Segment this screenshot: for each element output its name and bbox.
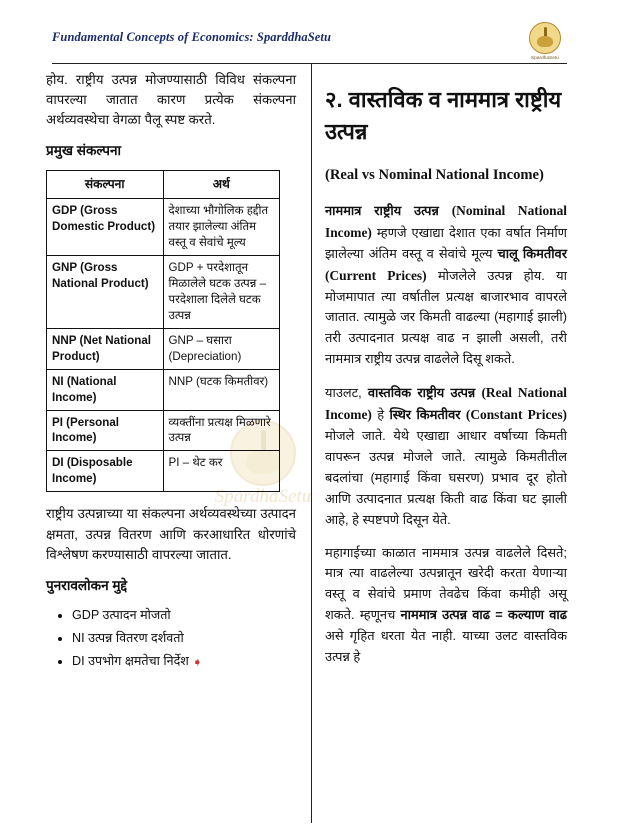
section-heading-review: पुनरावलोकन मुद्दे: [46, 577, 128, 593]
text-run: असे गृहित धरता येत नाही. याच्या उलट वास्तविक उत्पन्न हे: [325, 628, 567, 665]
body-paragraph-2: [325, 382, 567, 530]
list-item: • NI उत्पन्न वितरण दर्शवतो: [72, 627, 296, 649]
text-run: नाममात्र उत्पन्न वाढ = कल्याण वाढ: [400, 607, 568, 623]
text-run: महागाईच्या काळात नाममात्र उत्पन्न वाढलेले दिसते; मात्र त्या वाढलेल्या उत्पन्नातून खरेदी करता येणाऱ्या वस्तू व सेवांचे प्रमाण तेवढेच किंवा कमीही असू शकते. म्हणूनच: [325, 544, 567, 623]
watermark-text: SpardhaSetu: [214, 486, 312, 507]
table-cell-term: GNP (Gross National Product): [47, 255, 164, 328]
logo: [523, 22, 567, 64]
table-cell-term: PI (Personal Income): [47, 410, 164, 451]
review-points-list: [46, 604, 296, 672]
pointer-icon: ➧: [192, 655, 203, 670]
concepts-table: [46, 170, 280, 493]
text-run: (Nominal National Income): [325, 202, 568, 240]
text-run: (Current Prices): [325, 267, 427, 283]
table-header-concept: संकल्पना: [47, 170, 164, 198]
table-cell-meaning: देशाच्या भौगोलिक हद्दीत तयार झालेल्या अंतिम वस्तू व सेवांचे मूल्य: [163, 198, 280, 255]
table-cell-meaning: व्यक्तींना प्रत्यक्ष मिळणारे उत्पन्न: [163, 410, 280, 451]
list-item: • GDP उत्पादन मोजतो: [72, 604, 296, 626]
table-header-meaning: अर्थ: [163, 170, 280, 198]
table-row: [47, 255, 280, 328]
body-paragraph-3: [325, 543, 567, 668]
table-row: [47, 410, 280, 451]
left-column: [46, 70, 296, 673]
text-run: याउलट,: [325, 385, 368, 401]
text-run: वास्तविक राष्ट्रीय उत्पन्न: [367, 385, 482, 401]
text-run: हे: [371, 407, 390, 423]
list-item-label: DI उपभोग क्षमतेचा निर्देश: [72, 654, 189, 669]
text-run: (Real National Income): [325, 385, 567, 423]
text-run: मोजलेले उत्पन्न होय. या मोजमापात त्या वर्षातील प्रत्यक्ष बाजारभाव वापरले जातात. त्यामुळे जर किमती वाढल्या (महागाई झाली) तरी उत्पादनात प्रत्यक्ष वाढ न झाली असली, तरी नाममात्र राष्ट्रीय उत्पन्न वाढलेले दिसू शकते.: [325, 267, 567, 367]
right-column: [325, 70, 567, 680]
table-row: [47, 328, 280, 369]
body-paragraph-1: [325, 200, 567, 370]
table-cell-term: DI (Disposable Income): [47, 451, 164, 492]
table-cell-meaning: GDP + परदेशातून मिळालेले घटक उत्पन्न – परदेशाला दिलेले घटक उत्पन्न: [163, 255, 280, 328]
text-run: नाममात्र राष्ट्रीय उत्पन्न: [325, 202, 452, 218]
text-run: स्थिर किमतीवर: [389, 407, 466, 423]
table-row: [47, 369, 280, 410]
table-cell-meaning: NNP (घटक किमतीवर): [163, 369, 280, 410]
intro-paragraph: होय. राष्ट्रीय उत्पन्न मोजण्यासाठी विविध संकल्पना वापरल्या जातात कारण प्रत्येक संकल्पना अर्थव्यवस्थेचा वेगळा पैलू स्पष्ट करते.: [46, 72, 296, 128]
logo-caption: SpardhaSetu: [531, 55, 559, 60]
table-cell-term: NI (National Income): [47, 369, 164, 410]
list-item: [72, 650, 296, 672]
column-divider: [311, 63, 312, 823]
after-table-paragraph: राष्ट्रीय उत्पन्नाच्या या संकल्पना अर्थव्यवस्थेच्या उत्पादन क्षमता, उत्पन्न वितरण आणि करआधारित धोरणांचे विश्लेषण करण्यासाठी वापरल्या जातात.: [46, 506, 296, 562]
table-cell-meaning: GNP – घसारा (Depreciation): [163, 328, 280, 369]
table-row: [47, 451, 280, 492]
table-cell-term: NNP (Net National Product): [47, 328, 164, 369]
table-cell-term: GDP (Gross Domestic Product): [47, 198, 164, 255]
table-header-row: [47, 170, 280, 198]
chapter-heading: २. वास्तविक व नाममात्र राष्ट्रीय उत्पन्न: [325, 87, 562, 144]
emblem-icon: [529, 22, 561, 54]
text-run: (Constant Prices): [465, 407, 567, 423]
text-run: मोजले जाते. येथे एखाद्या आधार वर्षाच्या किमती वापरून उत्पन्न मोजले जाते. त्यामुळे किमतीतील बदलांचा (महागाई किंवा घसरण) प्रभाव दूर होतो आणि उत्पादनात प्रत्यक्ष किती वाढ किंवा घट झाली आहे, हे स्पष्टपणे दिसून येते.: [325, 428, 567, 527]
text-run: म्हणजे एखाद्या देशात एका वर्षात निर्माण झालेल्या अंतिम वस्तू व सेवांचे मूल्य: [325, 224, 567, 261]
page-title: Fundamental Concepts of Economics: SparddhaSetu: [52, 30, 332, 44]
section-heading-key-concepts: प्रमुख संकल्पना: [46, 143, 122, 159]
table-cell-meaning: PI – थेट कर: [163, 451, 280, 492]
table-row: [47, 198, 280, 255]
page-bottom-clip: [0, 824, 619, 828]
header-divider: [52, 63, 567, 64]
page-header: [0, 22, 619, 64]
chapter-heading-english: (Real vs Nominal National Income): [325, 166, 544, 183]
text-run: चालू किमतीवर: [497, 245, 567, 261]
